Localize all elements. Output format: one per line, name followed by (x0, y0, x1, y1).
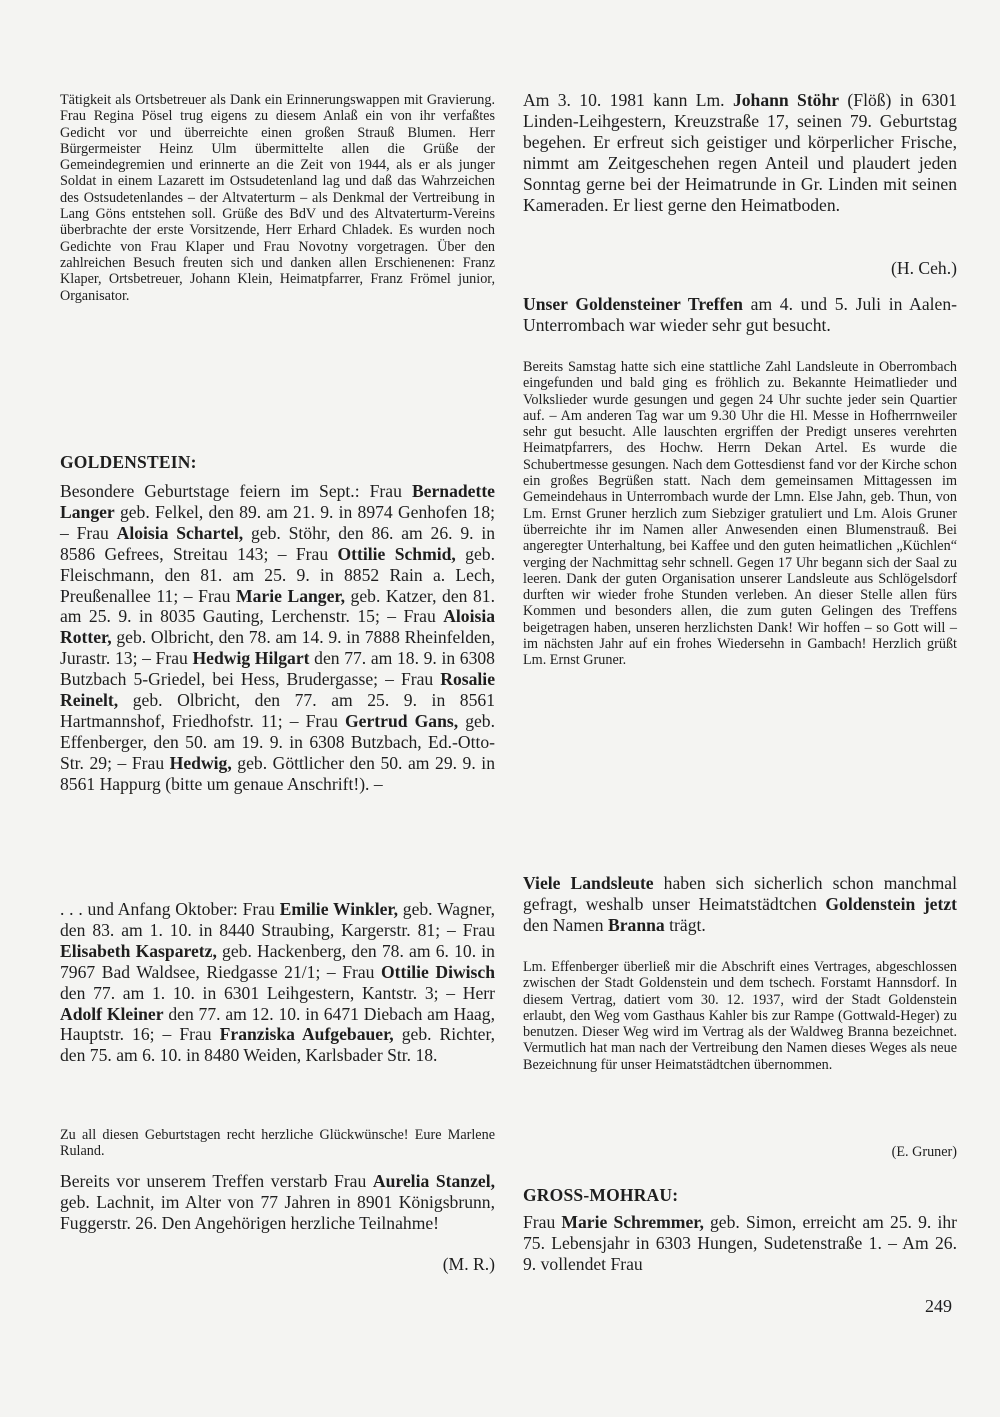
paragraph-birthdays-september (60, 481, 495, 795)
body-text: geb. Stöhr, den 86. am 26. 9. in 8586 Gefrees, Streitau 143; – Frau (60, 522, 496, 564)
body-text: haben sich sicherlich schon manchmal gefragt, weshalb unser Heimatstädtchen (523, 873, 957, 914)
bold-name-text: Emilie Winkler, (279, 899, 398, 919)
body-text: den 77. am 1. 10. in 6301 Leihgestern, Kantstr. 3; – Herr (60, 982, 495, 1003)
paragraph-birthdays-october (60, 899, 495, 1066)
body-text: (Flöß) in 6301 Linden-Leihgestern, Kreuzstraße 17, seinen 79. Geburtstag begehen. Er erfreut sich geistiger und körperlicher Frische, nimmt am Zeitgeschehen regen Anteil und plaudert jeden Sonntag gerne bei der Heimatrunde in Gr. Linden mit seinen Kameraden. Er liest gerne den Heimatboden. (523, 90, 957, 215)
bold-name-text: Franziska Aufgebauer, (219, 1024, 394, 1045)
section-heading-goldenstein: GOLDENSTEIN: (60, 452, 197, 472)
paragraph-obituary (60, 1171, 495, 1234)
body-text: geb. Fleischmann, den 81. am 25. 9. in 8852 Rain a. Lech, Preußenallee 11; – Frau (60, 543, 495, 606)
body-text: Lm. Effenberger überließ mir die Abschrift eines Vertrages, abgeschlossen zwischen der Stadt Goldenstein und dem tschech. Forstamt Hannsdorf. In diesem Vertrag, datiert vom 30. 12. 1937, wird der Stadt Goldenstein erlaubt, den Weg vom Gasthaus Kahler bis zur Rampe (Gottwald-Heger) zu benutzen. Dieser Weg wird im Vertrag als der Waldweg Branna bezeichnet. Vermutlich hat man nach der Vertreibung den Namen dieses Weges als neue Bezeichnung für unser Heimatstädtchen übernommen. (523, 959, 957, 1073)
bold-name-text: Marie Langer, (235, 585, 345, 606)
paragraph-treffen-body (523, 359, 957, 669)
bold-name-text: Aurelia Stanzel, (372, 1171, 495, 1191)
body-text: Bereits vor unserem Treffen verstarb Frau (60, 1171, 373, 1191)
paragraph-branna-lead (523, 873, 957, 936)
bold-name-text: Unser Goldensteiner Treffen (523, 294, 743, 314)
bold-name-text: Branna (608, 914, 665, 935)
bold-name-text: Ottilie Schmid, (337, 543, 456, 564)
body-text: geb. Olbricht, den 77. am 25. 9. in 8561 Hartmannshof, Friedhofstr. 11; – Frau (60, 690, 495, 731)
bold-name-text: Ottilie Diwisch (380, 961, 495, 982)
body-text: geb. Göttlicher den 50. am 29. 9. in 8561 Happurg (bitte um genaue Anschrift!). – (60, 752, 495, 794)
signature-e-gruner: (E. Gruner) (891, 1144, 957, 1160)
body-text: den 77. am 18. 9. in 6308 Butzbach 5-Griedel, bei Hess, Brudergasse; – Frau (60, 648, 495, 690)
body-text: den Namen (523, 914, 609, 935)
bold-name-text: Hedwig Hilgart (192, 648, 310, 669)
bold-name-text: Aloisia Rotter, (60, 606, 495, 648)
bold-name-text: Bernadette Langer (60, 481, 495, 522)
body-text: geb. Wagner, den 83. am 1. 10. in 8440 Straubing, Kargerstr. 81; – Frau (60, 899, 496, 940)
paragraph-greeting (60, 1127, 495, 1160)
body-text: geb. Felkel, den 89. am 21. 9. in 8974 Genhofen 18; – Frau (60, 501, 495, 543)
bold-name-text: Elisabeth Kasparetz, (60, 940, 217, 961)
bold-name-text: Adolf Kleiner (60, 1003, 164, 1024)
bold-name-text: Gertrud Gans, (344, 710, 459, 731)
body-text: . . . und Anfang Oktober: Frau (60, 899, 280, 919)
bold-name-text: Hedwig, (169, 752, 232, 773)
paragraph-johann-stoehr (523, 90, 957, 215)
body-text: Zu all diesen Geburtstagen recht herzliche Glückwünsche! Eure Marlene Ruland. (60, 1127, 495, 1160)
paragraph-marie-schremmer (523, 1212, 957, 1275)
body-text: Bereits Samstag hatte sich eine stattliche Zahl Landsleute in Oberrombach eingefunden und bald ging es fröhlich zu. Bekannte Heimatlieder und Volkslieder wurde gesungen und gegen 24 Uhr suchte jeder sein Quartier auf. – Am anderen Tag war um 9.30 Uhr die Hl. Messe in Hofherrnweiler sehr gut besucht. Alle lauschten ergriffen der Predigt unseres verehrten Heimatpfarrers, des Hochw. Herrn Dekan Artel. Es wurde die Schubertmesse gesungen. Nach dem Gottesdienst fand vor der Kirche schon ein großes Begrüßen statt. Nach dem gemeinsamen Mittagessen im Gemeindehaus in Unterrombach wurde der Lmn. Else Jahn, geb. Thun, von Lm. Ernst Gruner herzlich zum Siebziger gratuliert und Lm. Alois Gruner überreichte ihr im Namen aller Anwesenden einen Blumenstrauß. Bei angeregter Unterhaltung, bei Kaffee und den guten heimatlichen „Küchlen“ verging der Nachmittag sehr schnell. Gegen 17 Uhr begann sich der Saal zu leeren. Dank der guten Organisation unserer Landsleute aus Schlögelsdorf durften wir wieder frohe Stunden verleben. An dieser Stelle allen fürs Kommen und besonders allen, die zum guten Gelingen des Treffens beigetragen haben, unseren herzlichsten Dank! Wir hoffen – so Gott will – im nächsten Jahr auf ein frohes Wiedersehn in Gambach! Herzlich grüßt Lm. Ernst Gruner. (523, 359, 957, 669)
paragraph-ortsbetreuer (60, 92, 495, 304)
page-number: 249 (925, 1296, 952, 1316)
body-text: geb. Lachnit, im Alter von 77 Jahren in 8901 Königsbrunn, Fuggerstr. 26. Den Angehörigen herzliche Teilnahme! (60, 1191, 495, 1233)
body-text: geb. Richter, den 75. am 6. 10. in 8480 Weiden, Karlsbader Str. 18. (60, 1024, 496, 1066)
body-text: geb. Olbricht, den 78. am 14. 9. in 7888 Rheinfelden, Jurastr. 13; – Frau (60, 627, 495, 669)
body-text: am 4. und 5. Juli in Aalen-Unterrombach war wieder sehr gut besucht. (523, 294, 957, 335)
body-text: geb. Effenberger, den 50. am 19. 9. in 6308 Butzbach, Ed.-Otto-Str. 29; – Frau (60, 710, 495, 773)
bold-name-text: Rosalie Reinelt, (60, 669, 495, 711)
body-text: trägt. (664, 914, 706, 935)
section-heading-gross-mohrau: GROSS-MOHRAU: (523, 1185, 679, 1205)
body-text: Besondere Geburtstage feiern im Sept.: Frau (60, 481, 412, 501)
signature-h-ceh: (H. Ceh.) (891, 258, 957, 278)
body-text: Tätigkeit als Ortsbetreuer als Dank ein Erinnerungswappen mit Gravierung. Frau Regina Pösel trug eigens zu diesem Anlaß ein von ihr verfaßtes Gedicht vor und überreichte einen großen Strauß Blumen. Herr Bürgermeister Heinz Ulm übermittelte allen die Grüße der Gemeindegremien und erinnerte an die Zeit von 1944, als er als junger Soldat in einem Lazarett im Ostsudetenland lag und daß das Wahrzeichen des Ostsudetenlandes – der Altvaterturm – als Denkmal der Vertreibung in Lang Göns entstehen soll. Grüße des BdV und des Altvaterturm-Vereins überbrachte der erste Vorsitzende, Herr Erhard Chladek. Es wurden noch Gedichte von Frau Klaper und Frau Novotny vorgetragen. Über den zahlreichen Besuch freuten sich und danken allen Erschienenen: Franz Klaper, Ortsbetreuer, Johann Klein, Heimatpfarrer, Franz Frömel junior, Organisator. (60, 92, 495, 304)
bold-name-text: Goldenstein jetzt (825, 893, 958, 914)
signature-mr: (M. R.) (442, 1254, 495, 1274)
paragraph-treffen-lead (523, 294, 957, 336)
bold-name-text: Johann Stöhr (732, 90, 840, 110)
paragraph-branna-body (523, 959, 957, 1073)
body-text: Am 3. 10. 1981 kann Lm. (523, 90, 733, 110)
body-text: geb. Hackenberg, den 78. am 6. 10. in 7967 Bad Waldsee, Riedgasse 21/1; – Frau (60, 940, 495, 982)
body-text: geb. Katzer, den 81. am 25. 9. in 8035 Gauting, Lerchenstr. 15; – Frau (60, 585, 496, 627)
body-text: geb. Simon, erreicht am 25. 9. ihr 75. Lebensjahr in 6303 Hungen, Sudetenstraße 1. – Am 26. 9. vollendet Frau (523, 1212, 957, 1274)
body-text: den 77. am 12. 10. in 6471 Diebach am Haag, Hauptstr. 16; – Frau (60, 1003, 496, 1045)
bold-name-text: Viele Landsleute (523, 873, 654, 893)
body-text: Frau (523, 1212, 562, 1232)
bold-name-text: Aloisia Schartel, (116, 522, 244, 543)
bold-name-text: Marie Schremmer, (561, 1212, 704, 1232)
